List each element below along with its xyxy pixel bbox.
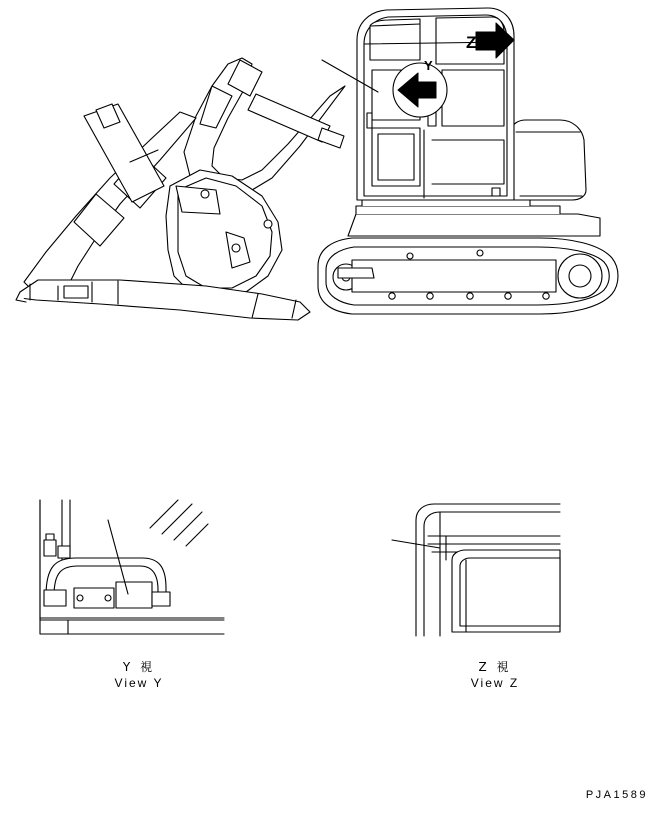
view-y-arrow-callout xyxy=(393,63,447,117)
view-z-label-en: View Z xyxy=(470,676,520,690)
view-z-label-jp: Z 視 xyxy=(478,660,512,674)
arrow-letter-y: Y xyxy=(424,58,433,73)
view-y-label xyxy=(44,660,234,691)
view-y-label-en: View Y xyxy=(114,676,164,690)
view-y-label-jp: Y 視 xyxy=(122,660,156,674)
drawing-number: PJA1589 xyxy=(585,789,648,801)
track-frame xyxy=(318,238,618,314)
work-equipment xyxy=(24,58,345,298)
view-z-detail xyxy=(392,504,560,636)
view-y-detail xyxy=(40,500,224,634)
arrow-letter-z: Z xyxy=(466,33,477,52)
dozer-blade xyxy=(16,280,310,320)
view-z-label xyxy=(400,660,590,691)
